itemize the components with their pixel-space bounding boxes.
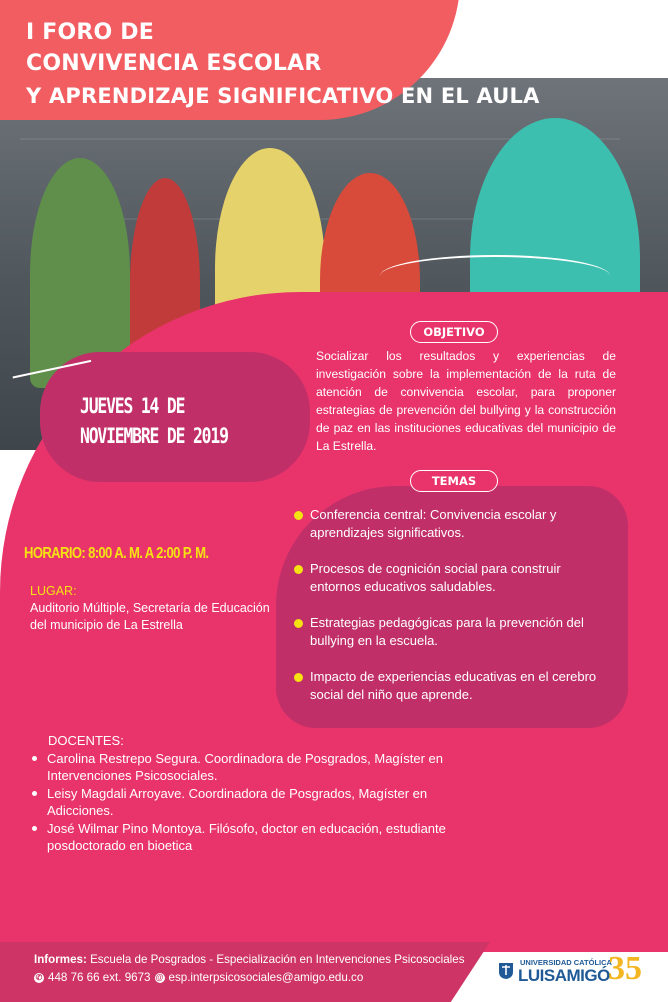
bullet-dot-icon [294,619,303,628]
footer-contact [34,971,363,984]
event-date-line-1: JUEVES 14 DE [80,394,185,418]
location-value: Auditorio Múltiple, Secretaría de Educación del municipio de La Estrella [30,601,270,632]
schedule-text: HORARIO: 8:00 A. M. A 2:00 P. M. [24,545,209,562]
tema-text: Impacto de experiencias educativas en el cerebro social del niño que aprende. [310,669,597,702]
bullet-dot-icon [294,565,303,574]
phone-icon: ✆ [35,972,43,982]
bullet-dot-icon [294,511,303,520]
list-item [294,560,614,596]
bullet-dot-icon [294,673,303,682]
footer-informes [34,953,465,966]
tema-text: Conferencia central: Convivencia escolar y aprendizajes significativos. [310,507,557,540]
phone-number[interactable]: 448 76 66 ext. 9673 [48,971,151,984]
objetivo-badge: OBJETIVO [410,321,498,343]
objetivo-text: Socializar los resultados y experiencias de investigación sobre la implementación de la ruta de atención de convivencia escolar, para proponer estrategias de prevención del bullying y la construcción de paz en las instituciones educativas del municipio de La Estrella. [316,349,616,453]
informes-text: Escuela de Posgrados - Especialización en Intervenciones Psicosociales [90,953,465,966]
tema-text: Estrategias pedagógicas para la prevención del bullying en la escuela. [310,615,584,648]
temas-list [294,506,614,722]
logo-name: LUISAMIGÓ [518,966,610,985]
event-date-line-2: NOVIEMBRE DE 2019 [80,424,228,448]
docentes-list [30,750,450,855]
docentes-label: DOCENTES: [48,733,124,748]
page-title-line-2: CONVIVENCIA ESCOLAR [26,51,322,76]
list-item [294,668,614,704]
docente-text: José Wilmar Pino Montoya. Filósofo, doctor en educación, estudiante posdoctorado en bioetica [47,821,446,853]
decorative-arc [380,255,610,297]
list-item [30,820,450,854]
list-item [30,750,450,784]
page-title-line-1: I FORO DE [26,20,154,45]
bullet-icon [32,826,37,831]
list-item [294,506,614,542]
event-date [80,391,228,451]
email-address[interactable]: esp.interpsicosociales@amigo.edu.co [168,971,364,984]
location-label: LUGAR: [30,584,77,598]
logo-subtitle: UNIVERSIDAD CATÓLICA [520,958,612,967]
tema-text: Procesos de cognición social para construir entornos educativos saludables. [310,561,561,594]
email-icon: @ [155,972,164,982]
anniversary-number: 35 [608,950,642,987]
docente-text: Leisy Magdali Arroyave. Coordinadora de Posgrados, Magíster en Adicciones. [47,786,428,818]
docente-text: Carolina Restrepo Segura. Coordinadora de Posgrados, Magíster en Intervenciones Psicosociales. [47,751,444,783]
informes-label: Informes: [34,953,87,966]
temas-badge: TEMAS [410,470,498,492]
list-item [30,785,450,819]
bullet-icon [32,756,37,761]
bullet-icon [32,791,37,796]
shield-icon [498,962,514,980]
list-item [294,614,614,650]
page-title-line-3: Y APRENDIZAJE SIGNIFICATIVO EN EL AULA [26,84,540,108]
